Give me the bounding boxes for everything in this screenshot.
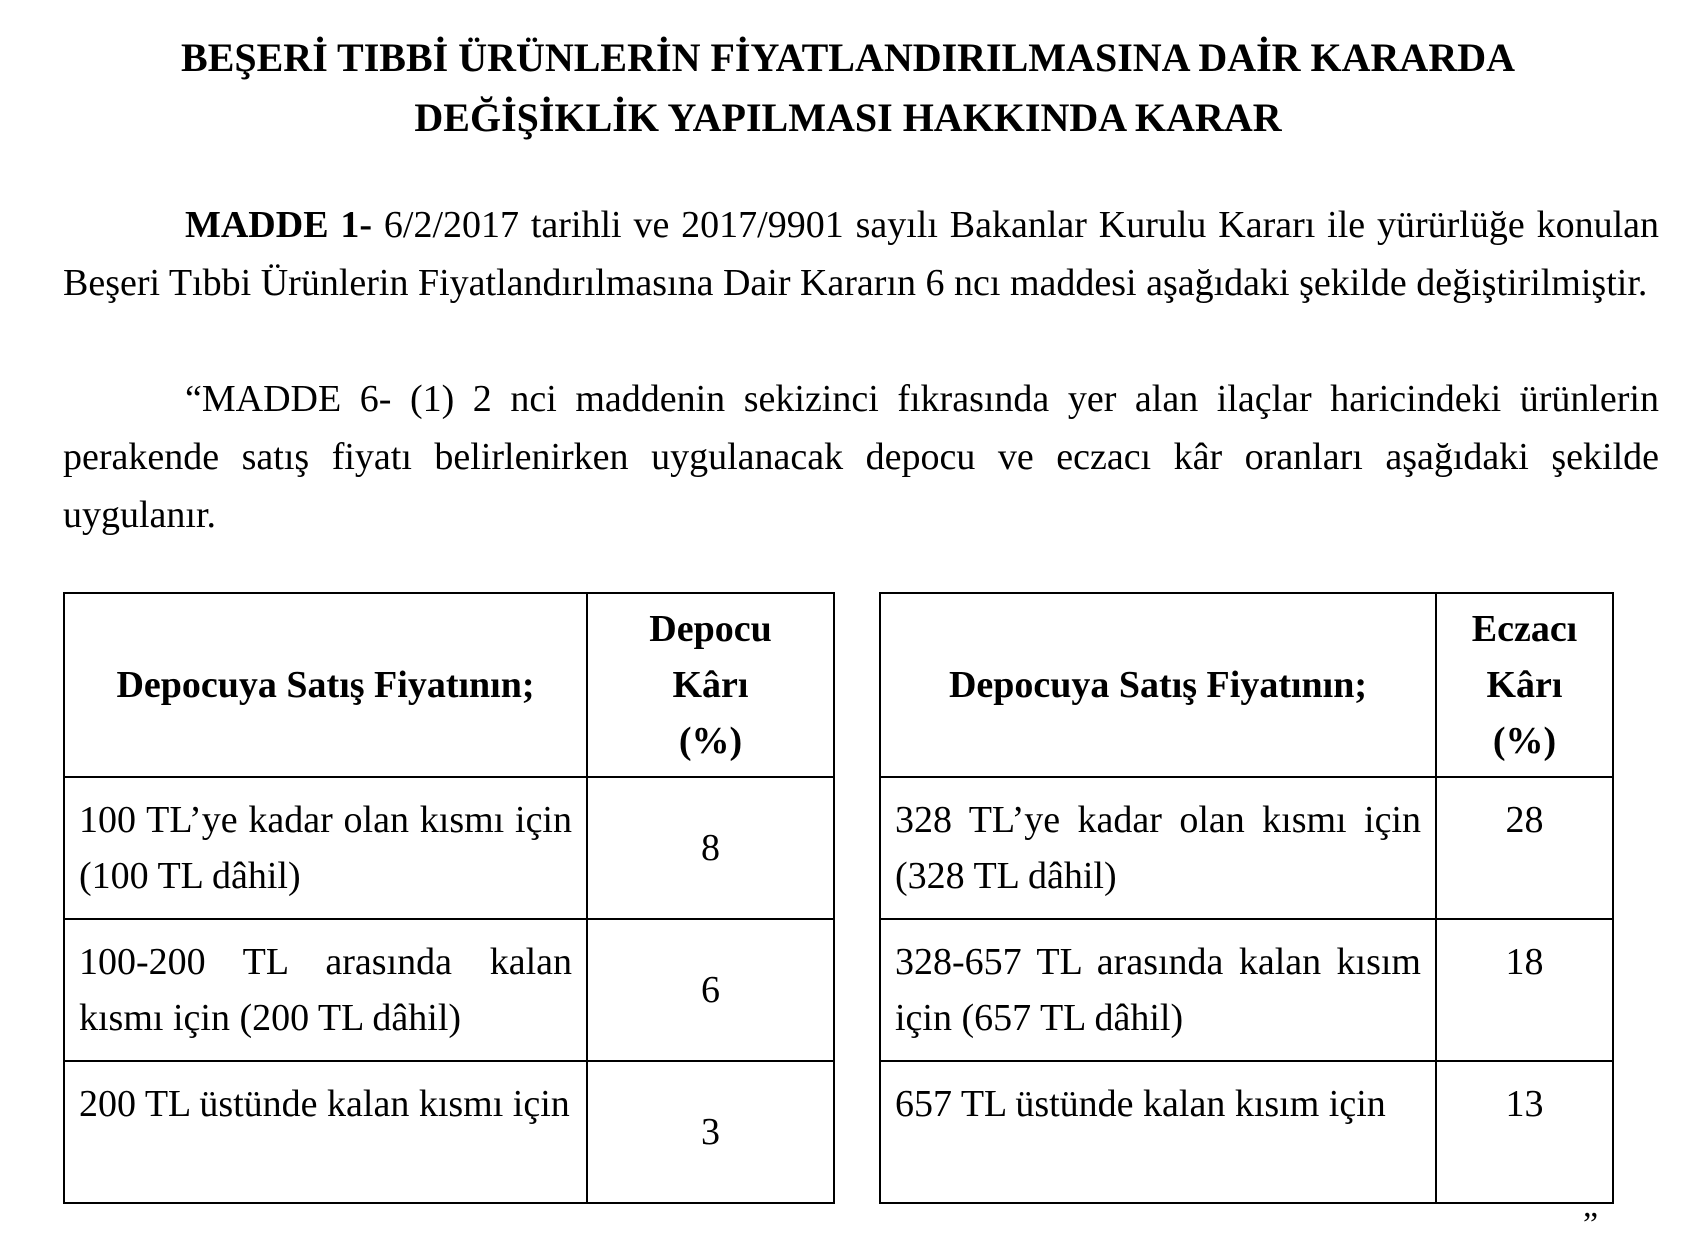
header-depocu-profit xyxy=(587,593,834,777)
header-line: (%) xyxy=(678,720,743,762)
header-price-range: Depocuya Satış Fiyatının; xyxy=(880,593,1436,777)
table-row xyxy=(880,1061,1613,1203)
header-line: Eczacı xyxy=(1471,608,1578,650)
article-6-text: “MADDE 6- (1) 2 nci maddenin sekizinci fıkrasında yer alan ilaçlar haricindeki ürünlerin perakende satış fiyatı belirlenirken uygulanacak depocu ve eczacı kâr oranları aşağıdaki şekilde uygulanır. xyxy=(63,378,1659,536)
header-line: (%) xyxy=(1492,720,1557,762)
header-line: Kârı xyxy=(672,664,749,706)
depocu-profit-table xyxy=(63,592,835,1204)
price-range-cell: 328 TL’ye kadar olan kısmı için (328 TL dâhil) xyxy=(880,777,1436,919)
profit-rate-cell: 3 xyxy=(587,1061,834,1203)
article-6-paragraph xyxy=(63,370,1659,544)
table-row xyxy=(880,919,1613,1061)
table-header-row xyxy=(64,593,834,777)
header-price-range: Depocuya Satış Fiyatının; xyxy=(64,593,587,777)
document-title xyxy=(0,28,1696,148)
price-range-cell: 100-200 TL arasında kalan kısmı için (200 TL dâhil) xyxy=(64,919,587,1061)
article-1-paragraph xyxy=(63,196,1659,312)
article-1-label: MADDE 1- xyxy=(185,204,373,246)
profit-rate-cell: 18 xyxy=(1436,919,1613,1061)
profit-rate-cell: 28 xyxy=(1436,777,1613,919)
table-row xyxy=(880,777,1613,919)
closing-quote: ” xyxy=(1583,1206,1599,1243)
profit-rate-cell: 13 xyxy=(1436,1061,1613,1203)
table-row xyxy=(64,919,834,1061)
table-header-row xyxy=(880,593,1613,777)
price-range-cell: 100 TL’ye kadar olan kısmı için (100 TL dâhil) xyxy=(64,777,587,919)
table-row xyxy=(64,777,834,919)
profit-rate-cell: 8 xyxy=(587,777,834,919)
eczaci-profit-table xyxy=(879,592,1614,1204)
profit-rate-cell: 6 xyxy=(587,919,834,1061)
header-eczaci-profit xyxy=(1436,593,1613,777)
table-row xyxy=(64,1061,834,1203)
price-range-cell: 657 TL üstünde kalan kısım için xyxy=(880,1061,1436,1203)
price-range-cell: 328-657 TL arasında kalan kısım için (657 TL dâhil) xyxy=(880,919,1436,1061)
header-line: Depocu xyxy=(649,608,772,650)
title-line-1: BEŞERİ TIBBİ ÜRÜNLERİN FİYATLANDIRILMASINA DAİR KARARDA xyxy=(181,35,1515,80)
header-line: Kârı xyxy=(1486,664,1563,706)
price-range-cell: 200 TL üstünde kalan kısmı için xyxy=(64,1061,587,1203)
article-1-text: 6/2/2017 tarihli ve 2017/9901 sayılı Bakanlar Kurulu Kararı ile yürürlüğe konulan Beşeri Tıbbi Ürünlerin Fiyatlandırılmasına Dair Kararın 6 ncı maddesi aşağıdaki şekilde değiştirilmiştir. xyxy=(63,204,1659,304)
title-line-2: DEĞİŞİKLİK YAPILMASI HAKKINDA KARAR xyxy=(414,95,1282,140)
